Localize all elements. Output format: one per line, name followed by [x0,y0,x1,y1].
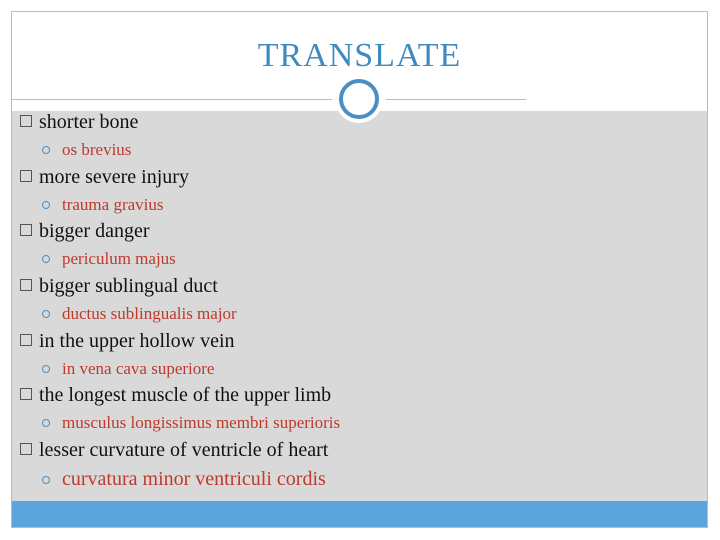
square-bullet-icon [20,334,32,346]
latin-item [42,413,340,433]
latin-item [42,140,131,160]
ring-bullet-icon [42,365,50,373]
term-text: more severe injury [39,166,189,188]
ring-bullet-icon [42,476,50,484]
term-item [20,275,218,298]
term-item [20,111,138,134]
title-rule-left [12,99,332,100]
term-text: the longest muscle of the upper limb [39,384,332,406]
term-text: bigger sublingual duct [39,275,218,297]
ring-bullet-icon [42,146,50,154]
term-item [20,166,189,189]
latin-item [42,249,176,269]
latin-text: curvatura minor ventriculi cordis [62,468,326,490]
slide-title: TRANSLATE [257,37,462,74]
latin-item [42,359,214,379]
latin-text: in vena cava superiore [62,359,215,378]
latin-text: os brevius [62,140,132,159]
term-text: bigger danger [39,220,150,242]
latin-text: trauma gravius [62,195,164,214]
square-bullet-icon [20,224,32,236]
term-item [20,330,235,353]
ring-bullet-icon [42,201,50,209]
term-item [20,220,150,243]
latin-item [42,304,237,324]
ring-bullet-icon [42,310,50,318]
square-bullet-icon [20,115,32,127]
term-item [20,439,328,462]
latin-item [42,195,164,215]
square-bullet-icon [20,388,32,400]
square-bullet-icon [20,279,32,291]
ring-bullet-icon [42,255,50,263]
circle-ornament-icon [339,79,379,119]
term-text: lesser curvature of ventricle of heart [39,439,329,461]
latin-text: periculum majus [62,249,176,268]
term-text: in the upper hollow vein [39,330,235,352]
ring-bullet-icon [42,419,50,427]
latin-item [42,468,326,491]
square-bullet-icon [20,170,32,182]
square-bullet-icon [20,443,32,455]
title-rule-right [386,99,526,100]
term-text: shorter bone [39,111,139,133]
term-item [20,384,331,407]
latin-text: musculus longissimus membri superioris [62,413,341,432]
latin-text: ductus sublingualis major [62,304,237,323]
footer-bar [12,501,707,527]
